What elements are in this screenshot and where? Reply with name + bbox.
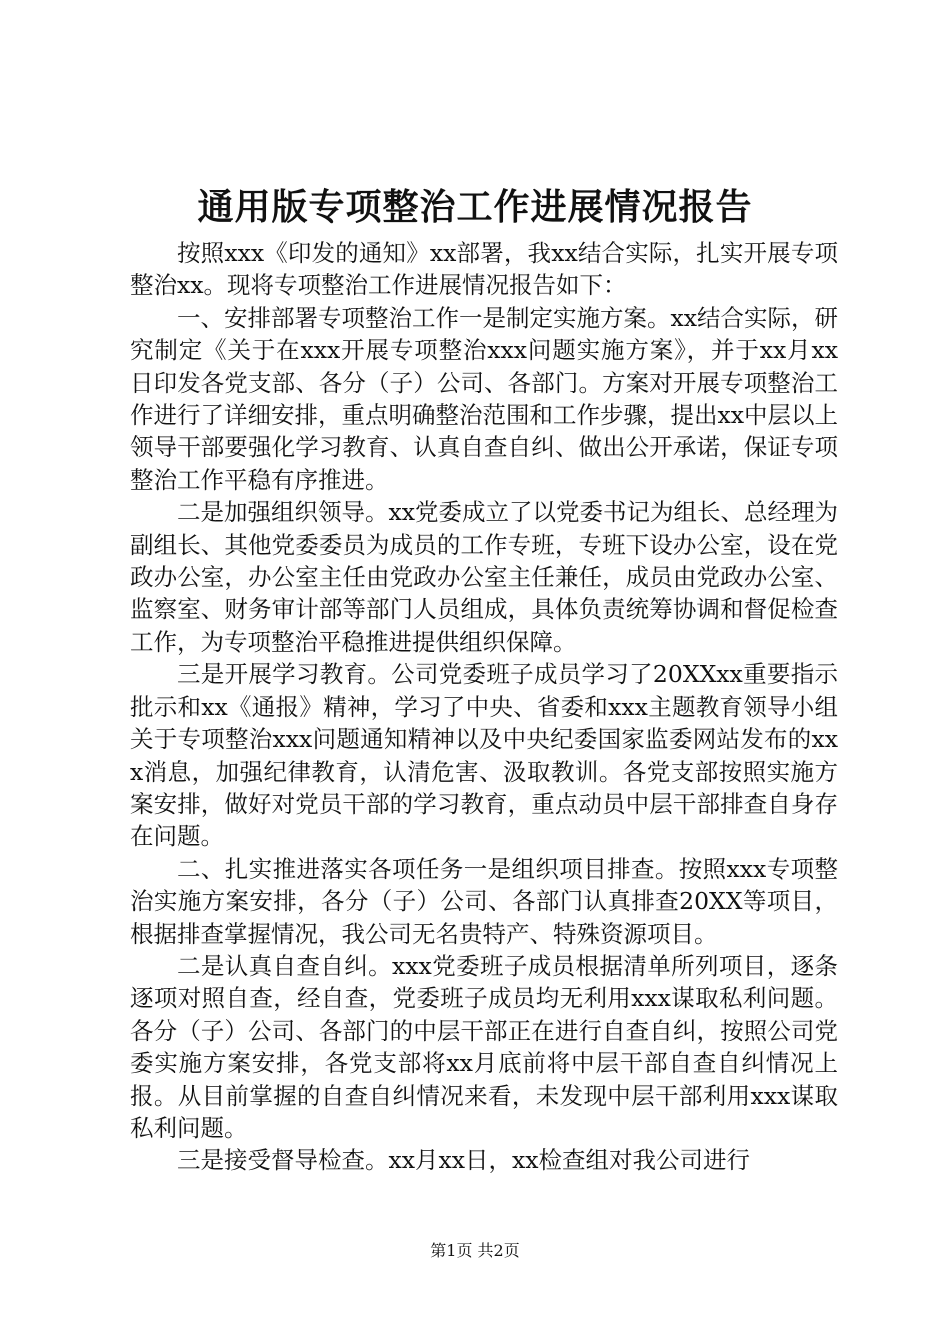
paragraph-supervision: 三是接受督导检查。xx月xx日，xx检查组对我公司进行 [177,1146,751,1175]
paragraph-organization: 二是加强组织领导。xx党委成立了以党委书记为组长、总经理为副组长、其他党委委员为成员的工作专班，专班下设办公室，设在党政办公室，办公室主任由党政办公室主任兼任，成员由党政办公室、监察室、财务审计部等部门人员组成，具体负责统筹协调和督促检查工作，为专项整治平稳推进提供组织保障。 [130,498,839,656]
paragraph-self-inspection: 二是认真自查自纠。xxx党委班子成员根据清单所列项目，逐条逐项对照自查，经自查，党委班子成员均无利用xxx谋取私利问题。各分（子）公司、各部门的中层干部正在进行自查自纠，按照公司党委实施方案安排，各党支部将xx月底前将中层干部自查自纠情况上报。从目前掌握的自查自纠情况来看，未发现中层干部利用xxx谋取私利问题。 [130,951,838,1142]
paragraph-section-1-plan: 一、安排部署专项整治工作一是制定实施方案。xx结合实际，研究制定《关于在xxx开展专项整治xxx问题实施方案》，并于xx月xx日印发各党支部、各分（子）公司、各部门。方案对开展专项整治工作进行了详细安排，重点明确整治范围和工作步骤，提出xx中层以上领导干部要强化学习教育、认真自查自纠、做出公开承诺，保证专项整治工作平稳有序推进。 [130,303,839,494]
page-footer: 第1页 共2页 [430,1241,520,1260]
document-body [130,237,838,1177]
paragraph-section-2-project-check: 二、扎实推进落实各项任务一是组织项目排查。按照xxx专项整治实施方案安排，各分（子）公司、各部门认真排查20XX等项目，根据排查掌握情况，我公司无名贵特产、特殊资源项目。 [130,854,838,948]
paragraph-intro: 按照xxx《印发的通知》xx部署，我xx结合实际，扎实开展专项整治xx。现将专项整治工作进展情况报告如下： [130,239,838,300]
document-title: 通用版专项整治工作进展情况报告 [197,187,753,228]
paragraph-study-education: 三是开展学习教育。公司党委班子成员学习了20XXxx重要指示批示和xx《通报》精神，学习了中央、省委和xxx主题教育领导小组关于专项整治xxx问题通知精神以及中央纪委国家监委网站发布的xxx消息，加强纪律教育，认清危害、汲取教训。各党支部按照实施方案安排，做好对党员干部的学习教育，重点动员中层干部排查自身存在问题。 [130,660,838,851]
